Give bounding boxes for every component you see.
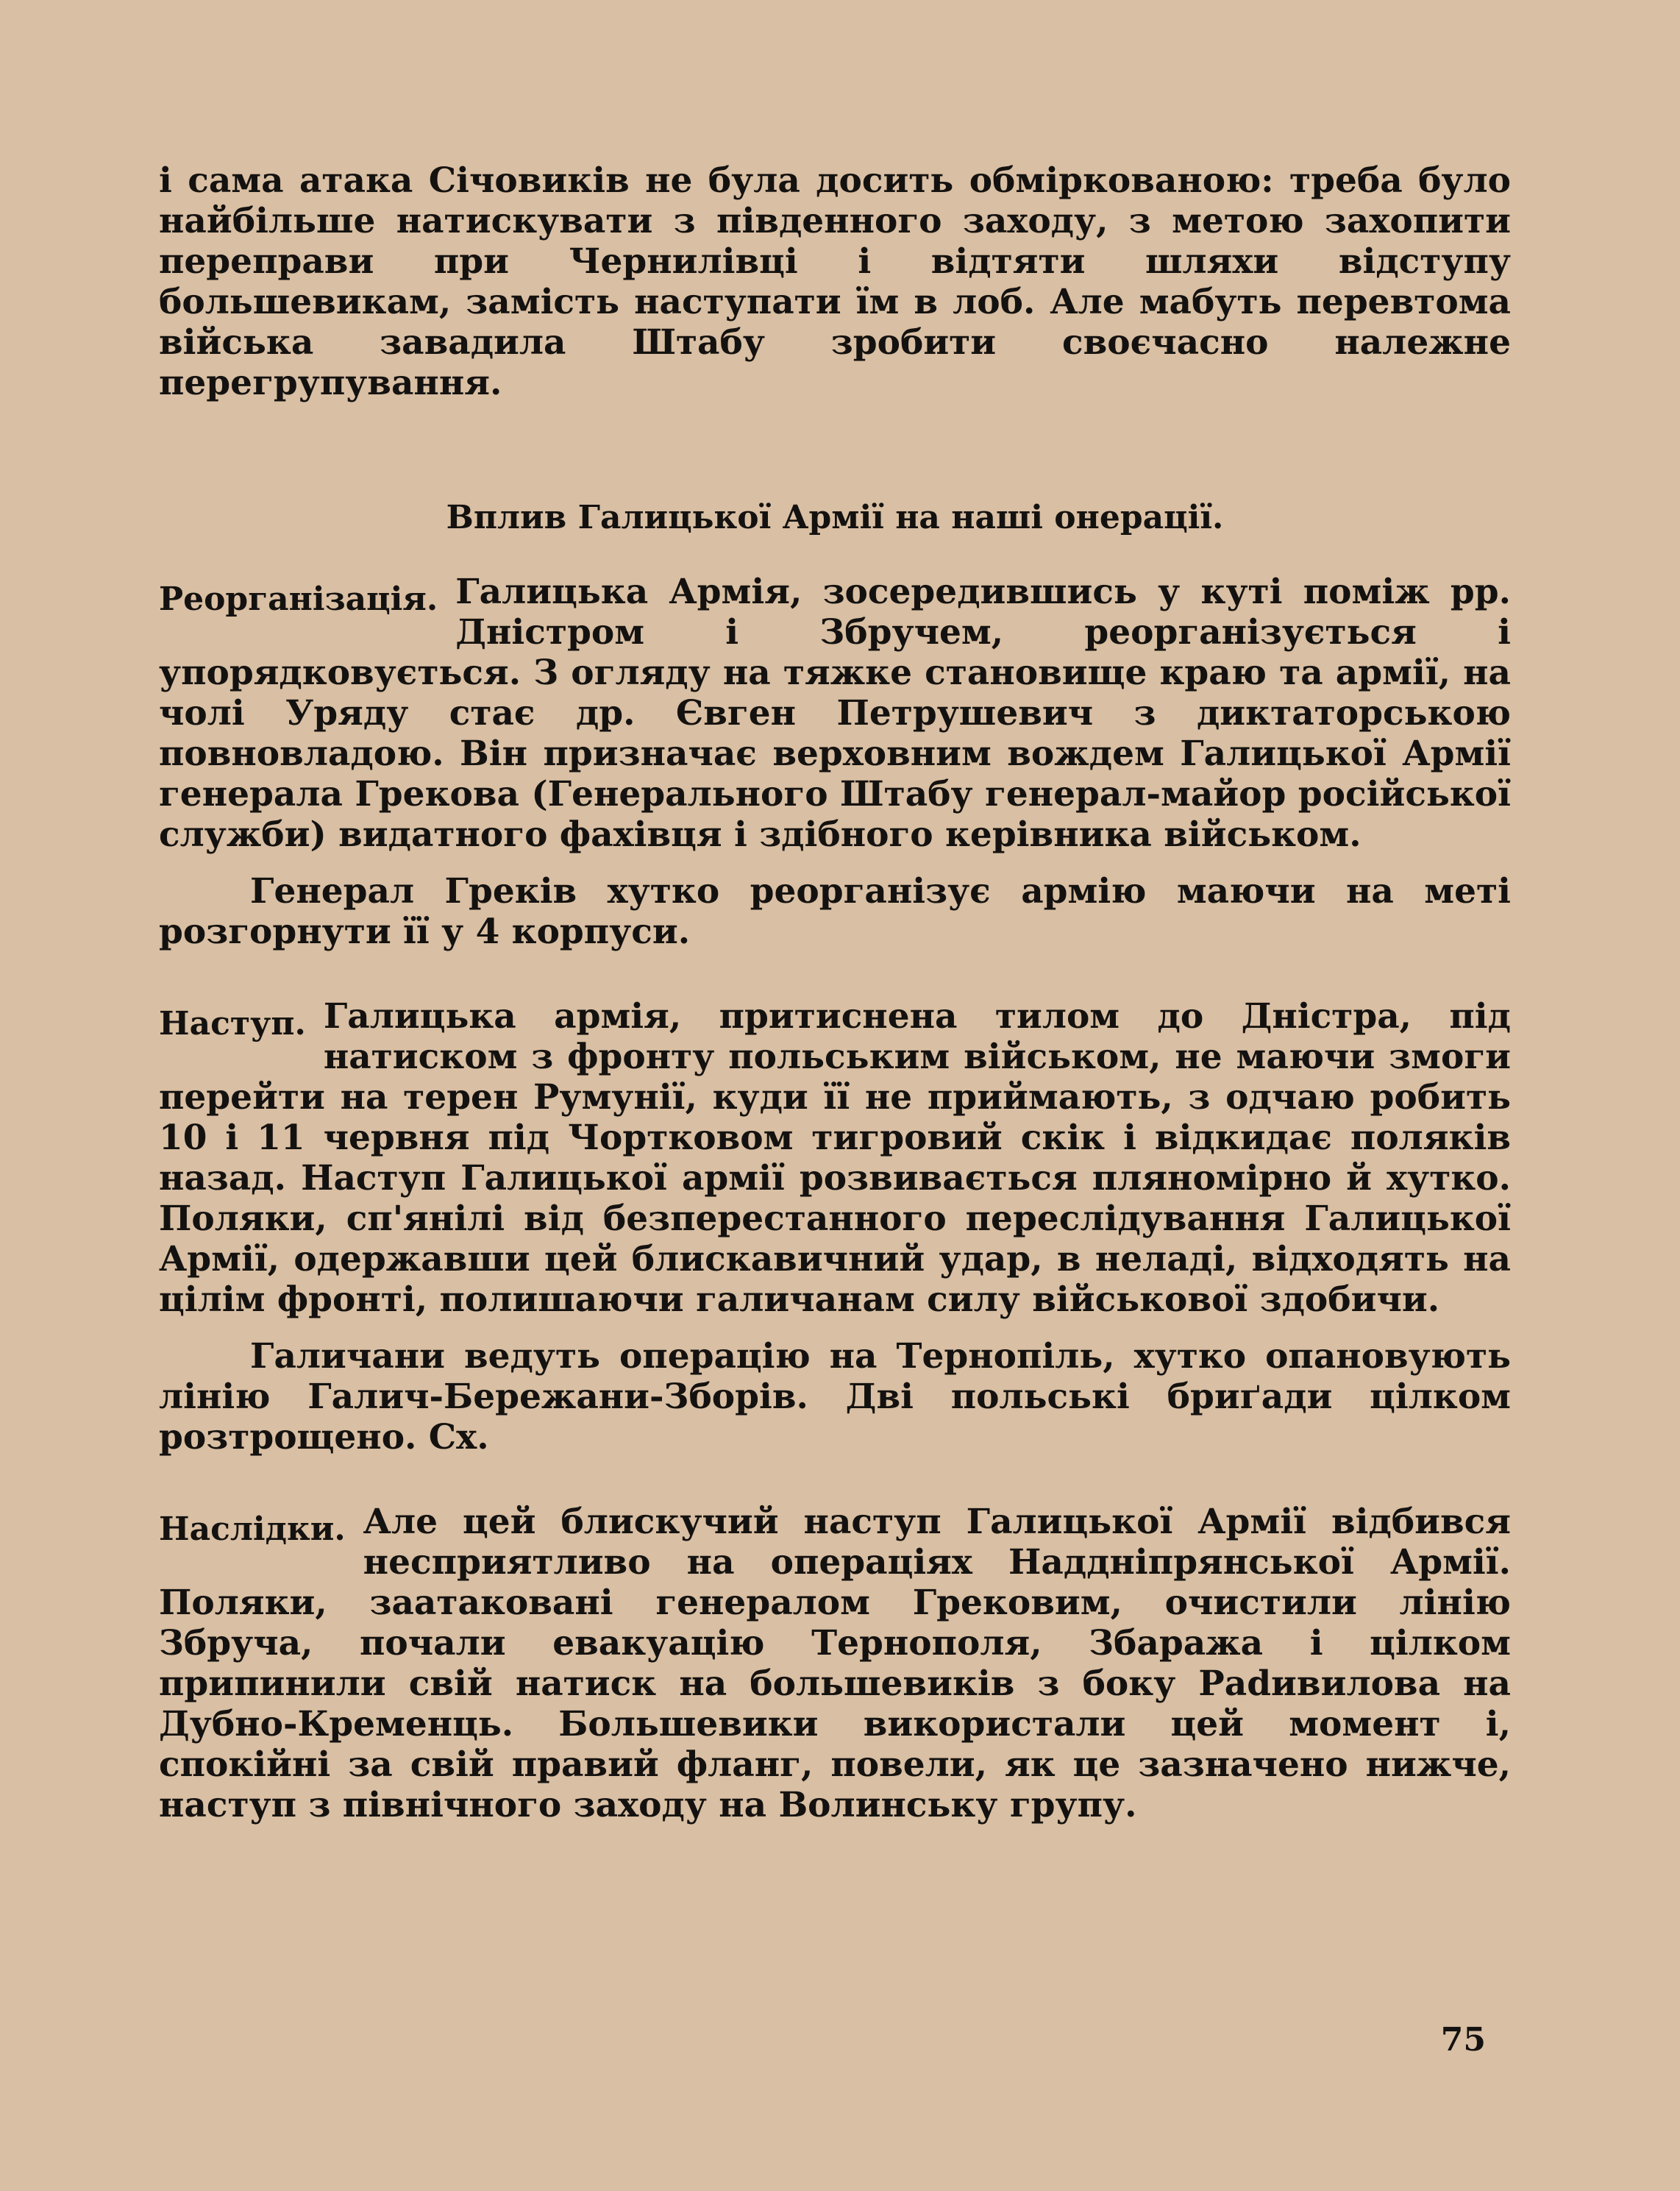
intro-paragraph: і сама атака Січовиків не була досить обміркованою: треба було найбільше натискувати з південного заходу, з метою захопити переправи при Чернилівці і відтяти шляхи відступу большевикам, замість наступати їм в лоб. Але мабуть перевтома війська завадила Штабу зробити своєчасно належне перегрупування.: [159, 160, 1511, 403]
section-heading: Вплив Галицької Армії на наші онерації.: [446, 499, 1224, 536]
section-offensive: [159, 996, 1511, 1457]
side-label-offensive: Наступ.: [159, 1005, 306, 1043]
paragraph: Галицька Армія, зосередившись у куті поміж рр. Дністром і Збручем, реорганізується і упорядковується. З огляду на тяжке становище краю та армії, на чолі Уряду стає др. Євген Петрушевич з диктаторською повновладою. Він призначає верховним вождем Галицької Армії генерала Грекова (Генерального Штабу генерал-майор російської служби) видатного фахівця і здібного керівника військом.: [159, 572, 1511, 855]
paragraph: Генерал Греків хутко реорганізує армію маючи на меті розгорнути її у 4 корпуси.: [159, 871, 1511, 952]
paragraph: Галицька армія, притиснена тилом до Дністра, під натиском з фронту польським військом, не маючи змоги перейти на терен Румунії, куди її не приймають, з одчаю робить 10 і 11 червня під Чортковом тигровий скік і відкидає поляків назад. Наступ Галицької армії розвивається пляномірно й хутко. Поляки, сп'янілі від безперестанного переслідування Галицької Армії, одержавши цей блискавичний удар, в неладі, відходять на цілім фронті, полишаючи галичанам силу військової здобичи.: [159, 996, 1511, 1320]
side-label-consequences: Наслідки.: [159, 1510, 346, 1548]
side-label-reorganization: Реорганізація.: [159, 580, 438, 618]
section-consequences: [159, 1502, 1511, 1825]
section-reorganization: [159, 572, 1511, 952]
page-number: 75: [1440, 2021, 1486, 2059]
paragraph: Але цей блискучий наступ Галицької Армії відбився несприятливо на операціях Наддніпрянської Армії. Поляки, заатаковані генералом Грековим, очистили лінію Збруча, почали евакуацію Тернополя, Збаража і цілком припинили свій натиск на большевиків з боку Раdивилова на Дубно-Кременць. Большевики використали цей момент і, спокійні за свій правий фланг, повели, як це зазначено нижче, наступ з північного заходу на Волинську групу.: [159, 1502, 1511, 1825]
paragraph: Галичани ведуть операцію на Тернопіль, хутко опановують лінію Галич-Бережани-Зборів. Дві польські бриґади цілком розтрощено. Сх.: [159, 1336, 1511, 1457]
page-content: [159, 160, 1511, 2059]
